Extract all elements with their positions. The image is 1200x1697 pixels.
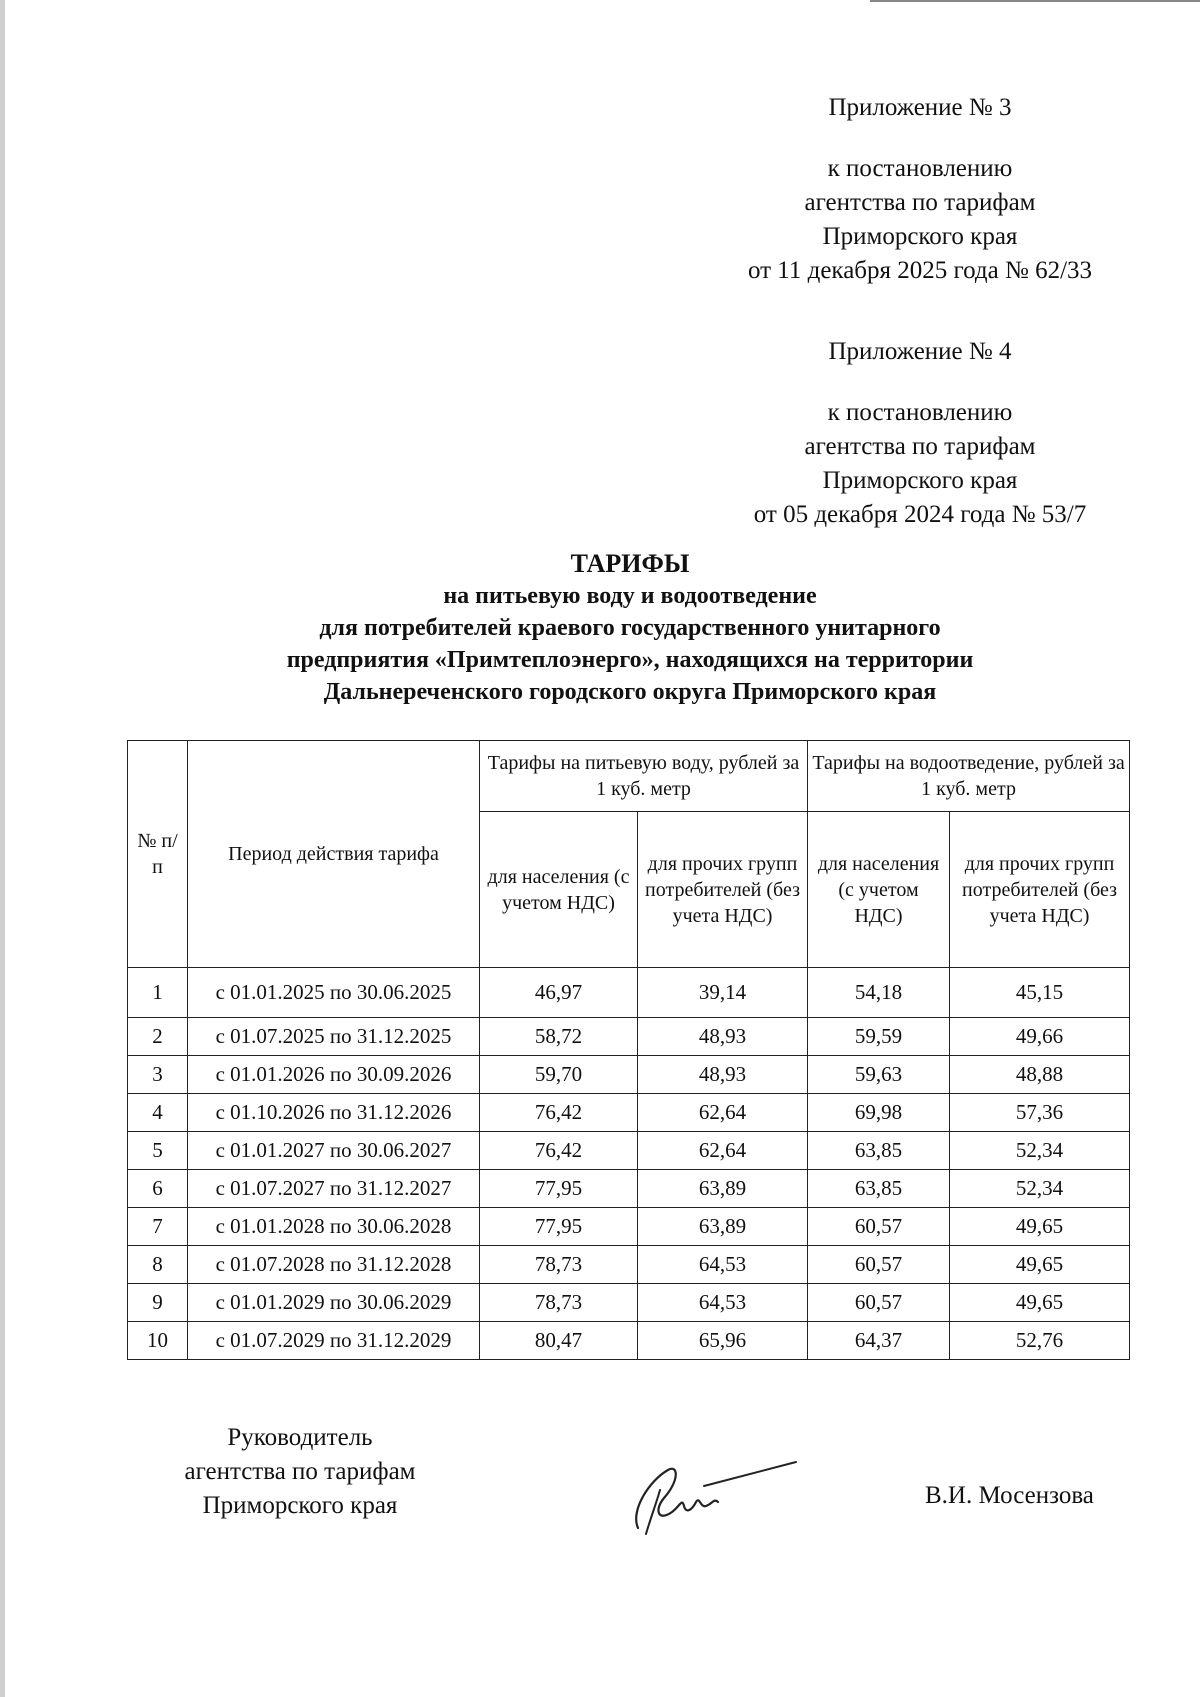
water-population-value: 58,72 bbox=[480, 1018, 638, 1056]
water-population-value: 78,73 bbox=[480, 1246, 638, 1284]
row-number: 9 bbox=[128, 1284, 188, 1322]
water-others-value: 48,93 bbox=[638, 1056, 808, 1094]
appendix-3-block bbox=[700, 91, 1140, 288]
row-number: 7 bbox=[128, 1208, 188, 1246]
water-population-value: 77,95 bbox=[480, 1170, 638, 1208]
header-num: № п/п bbox=[128, 741, 188, 968]
header-water-population: для населения (с учетом НДС) bbox=[480, 812, 638, 968]
water-others-value: 63,89 bbox=[638, 1170, 808, 1208]
row-period: с 01.07.2025 по 31.12.2025 bbox=[188, 1018, 480, 1056]
header-sewer-group: Тарифы на водоотведение, рублей за 1 куб. метр bbox=[808, 741, 1130, 812]
handwritten-signature bbox=[620, 1450, 800, 1540]
sewer-population-value: 63,85 bbox=[808, 1132, 950, 1170]
water-population-value: 46,97 bbox=[480, 968, 638, 1018]
title-line: предприятия «Примтеплоэнерго», находящихся на территории bbox=[286, 647, 974, 673]
sewer-population-value: 63,85 bbox=[808, 1170, 950, 1208]
table-row bbox=[128, 1132, 1130, 1170]
water-population-value: 77,95 bbox=[480, 1208, 638, 1246]
signatory-line: Руководитель bbox=[227, 1424, 373, 1451]
table-row bbox=[128, 1246, 1130, 1284]
row-period: с 01.01.2027 по 30.06.2027 bbox=[188, 1132, 480, 1170]
sewer-population-value: 60,57 bbox=[808, 1284, 950, 1322]
water-others-value: 63,89 bbox=[638, 1208, 808, 1246]
sewer-population-value: 64,37 bbox=[808, 1322, 950, 1360]
water-others-value: 48,93 bbox=[638, 1018, 808, 1056]
table-row bbox=[128, 1322, 1130, 1360]
sewer-population-value: 69,98 bbox=[808, 1094, 950, 1132]
row-number: 8 bbox=[128, 1246, 188, 1284]
sewer-others-value: 45,15 bbox=[950, 968, 1130, 1018]
tariffs-table bbox=[127, 740, 1130, 1360]
appendix-4-number: Приложение № 4 bbox=[828, 338, 1012, 365]
appendix-3-number: Приложение № 3 bbox=[828, 94, 1012, 121]
appendix-3-line: от 11 декабря 2025 года № 62/33 bbox=[747, 257, 1093, 284]
header-period: Период действия тарифа bbox=[188, 741, 480, 968]
sewer-others-value: 48,88 bbox=[950, 1056, 1130, 1094]
signatory-line: Приморского края bbox=[202, 1492, 398, 1519]
sewer-others-value: 52,34 bbox=[950, 1132, 1130, 1170]
table-row bbox=[128, 1208, 1130, 1246]
sewer-population-value: 59,63 bbox=[808, 1056, 950, 1094]
appendix-4-line: от 05 декабря 2024 года № 53/7 bbox=[753, 501, 1087, 528]
row-number: 6 bbox=[128, 1170, 188, 1208]
header-water-group: Тарифы на питьевую воду, рублей за 1 куб. метр bbox=[480, 741, 808, 812]
table-row bbox=[128, 1094, 1130, 1132]
sewer-population-value: 59,59 bbox=[808, 1018, 950, 1056]
sewer-population-value: 60,57 bbox=[808, 1246, 950, 1284]
sewer-others-value: 49,65 bbox=[950, 1246, 1130, 1284]
water-others-value: 62,64 bbox=[638, 1132, 808, 1170]
row-period: с 01.10.2026 по 31.12.2026 bbox=[188, 1094, 480, 1132]
row-period: с 01.07.2027 по 31.12.2027 bbox=[188, 1170, 480, 1208]
row-period: с 01.01.2028 по 30.06.2028 bbox=[188, 1208, 480, 1246]
scan-top-mark bbox=[870, 0, 1200, 2]
water-others-value: 65,96 bbox=[638, 1322, 808, 1360]
row-number: 5 bbox=[128, 1132, 188, 1170]
scan-edge bbox=[0, 0, 5, 1697]
table-row bbox=[128, 968, 1130, 1018]
water-others-value: 64,53 bbox=[638, 1284, 808, 1322]
appendix-4-line: Приморского края bbox=[822, 467, 1018, 494]
table-row bbox=[128, 1170, 1130, 1208]
row-period: с 01.01.2029 по 30.06.2029 bbox=[188, 1284, 480, 1322]
row-number: 10 bbox=[128, 1322, 188, 1360]
sewer-others-value: 49,65 bbox=[950, 1284, 1130, 1322]
row-number: 3 bbox=[128, 1056, 188, 1094]
appendix-3-line: Приморского края bbox=[822, 223, 1018, 250]
signatory-name: В.И. Мосензова bbox=[925, 1482, 1094, 1509]
row-period: с 01.01.2025 по 30.06.2025 bbox=[188, 968, 480, 1018]
title-line: на питьевую воду и водоотведение bbox=[443, 583, 817, 609]
sewer-others-value: 49,65 bbox=[950, 1208, 1130, 1246]
header-sewer-population: для населения (с учетом НДС) bbox=[808, 812, 950, 968]
table-row bbox=[128, 1056, 1130, 1094]
sewer-others-value: 52,34 bbox=[950, 1170, 1130, 1208]
row-number: 4 bbox=[128, 1094, 188, 1132]
appendix-4-block bbox=[700, 335, 1140, 532]
sewer-population-value: 60,57 bbox=[808, 1208, 950, 1246]
water-population-value: 76,42 bbox=[480, 1094, 638, 1132]
row-period: с 01.07.2028 по 31.12.2028 bbox=[188, 1246, 480, 1284]
appendix-4-line: к постановлению bbox=[827, 399, 1013, 426]
sewer-others-value: 52,76 bbox=[950, 1322, 1130, 1360]
water-others-value: 64,53 bbox=[638, 1246, 808, 1284]
signatory-line: агентства по тарифам bbox=[184, 1458, 416, 1485]
title-line: для потребителей краевого государственного унитарного bbox=[319, 615, 941, 641]
title-line: Дальнереченского городского округа Приморского края bbox=[323, 679, 937, 705]
row-period: с 01.07.2029 по 31.12.2029 bbox=[188, 1322, 480, 1360]
water-population-value: 78,73 bbox=[480, 1284, 638, 1322]
water-others-value: 39,14 bbox=[638, 968, 808, 1018]
appendix-4-line: агентства по тарифам bbox=[804, 433, 1036, 460]
sewer-others-value: 49,66 bbox=[950, 1018, 1130, 1056]
title-main: ТАРИФЫ bbox=[570, 549, 690, 578]
table-body bbox=[128, 968, 1130, 1360]
table-row bbox=[128, 1018, 1130, 1056]
document-title bbox=[210, 548, 1050, 708]
row-number: 1 bbox=[128, 968, 188, 1018]
appendix-3-line: агентства по тарифам bbox=[804, 189, 1036, 216]
row-number: 2 bbox=[128, 1018, 188, 1056]
water-others-value: 62,64 bbox=[638, 1094, 808, 1132]
table-row bbox=[128, 1284, 1130, 1322]
water-population-value: 59,70 bbox=[480, 1056, 638, 1094]
sewer-population-value: 54,18 bbox=[808, 968, 950, 1018]
row-period: с 01.01.2026 по 30.09.2026 bbox=[188, 1056, 480, 1094]
header-water-others: для прочих групп потребителей (без учета НДС) bbox=[638, 812, 808, 968]
sewer-others-value: 57,36 bbox=[950, 1094, 1130, 1132]
appendix-3-line: к постановлению bbox=[827, 155, 1013, 182]
water-population-value: 76,42 bbox=[480, 1132, 638, 1170]
water-population-value: 80,47 bbox=[480, 1322, 638, 1360]
header-sewer-others: для прочих групп потребителей (без учета НДС) bbox=[950, 812, 1130, 968]
signatory-position bbox=[150, 1421, 450, 1523]
